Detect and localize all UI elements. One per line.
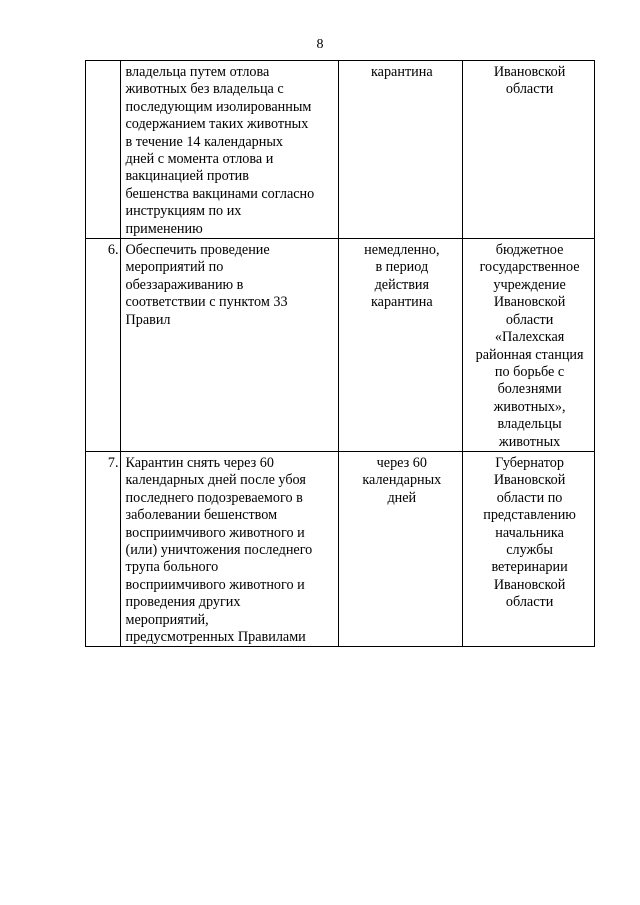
table-row [86, 451, 595, 646]
row-number-cell [86, 451, 121, 646]
responsible-cell [463, 61, 595, 239]
action-cell [121, 61, 339, 239]
responsible-cell [463, 239, 595, 452]
term-cell [339, 239, 463, 452]
responsible-text: бюджетное государственное учреждение Ивановской области «Палехская районная станция по борьбе с болезнями животных», владельцы животных [475, 242, 584, 450]
action-text: владельца путем отлова животных без владельца с последующим изолированным содержанием таких животных в течение 14 календарных дней с момента отлова и вакцинацией против бешенства вакцинами согласно инструкциям по их применению [125, 64, 315, 237]
action-text: Обеспечить проведение мероприятий по обеззараживанию в соответствии с пунктом 33 Правил [125, 242, 288, 328]
action-text: Карантин снять через 60 календарных дней после убоя последнего подозреваемого в заболевании бешенством восприимчивого животного и (или) уничтожения последнего трупа больного восприимчивого животного и проведения других мероприятий, предусмотренных Правилами [125, 454, 313, 645]
term-text: через 60 календарных дней [362, 454, 442, 506]
responsible-text: Губернатор Ивановской области по представлению начальника службы ветеринарии Ивановской области [483, 454, 576, 611]
page-number: 8 [316, 37, 324, 52]
term-cell [339, 61, 463, 239]
term-text: карантина [370, 64, 433, 80]
row-number-cell [86, 61, 121, 239]
table-row [86, 239, 595, 452]
measures-table [85, 60, 595, 647]
row-number-cell [86, 239, 121, 452]
responsible-cell [463, 451, 595, 646]
action-cell [121, 239, 339, 452]
term-cell [339, 451, 463, 646]
table-row [86, 61, 595, 239]
row-number: 6. [107, 242, 119, 259]
responsible-text: Ивановской области [493, 64, 566, 98]
row-number: 7. [107, 454, 119, 471]
action-cell [121, 451, 339, 646]
term-text: немедленно, в период действия карантина [364, 242, 440, 311]
